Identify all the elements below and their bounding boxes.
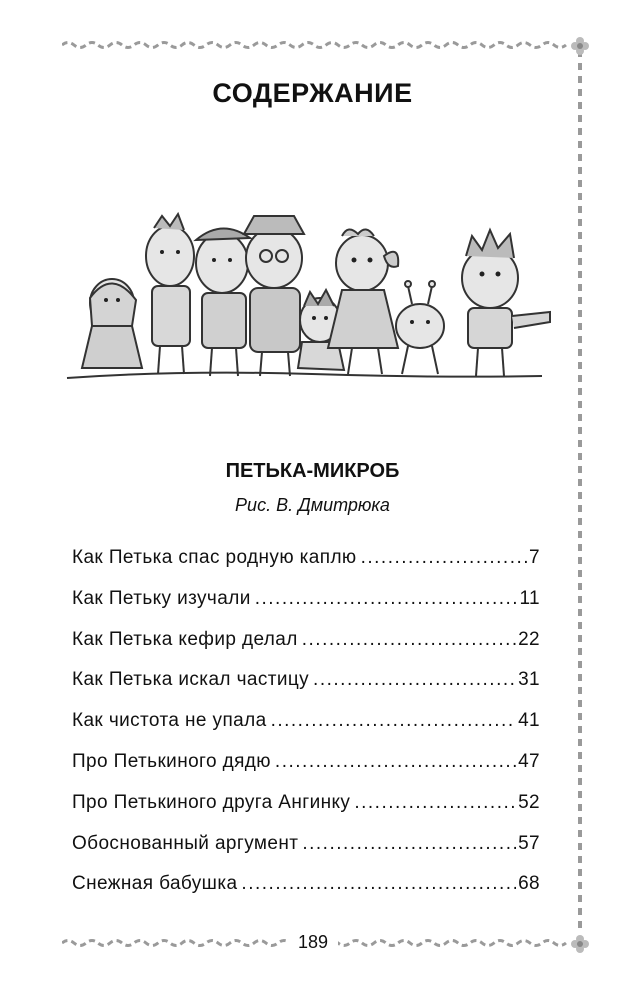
toc-entry[interactable] <box>72 579 540 620</box>
section-title: ПЕТЬКА-МИКРОБ <box>225 460 400 482</box>
illustrator-credit: Рис. В. Дмитрюка <box>235 495 390 515</box>
toc-entry-page: 47 <box>518 750 540 772</box>
toc-leader-dots <box>302 620 516 661</box>
toc-entry-title: Как чистота не упала <box>72 710 267 732</box>
toc-entry-page: 68 <box>518 873 540 895</box>
toc-entry[interactable] <box>72 742 540 783</box>
toc-leader-dots <box>361 538 527 579</box>
toc-entry-page: 52 <box>518 791 540 813</box>
toc-leader-dots <box>255 579 518 620</box>
toc-entry-title: Снежная бабушка <box>72 873 238 895</box>
toc-entry-title: Как Петька искал частицу <box>72 669 310 691</box>
toc-leader-dots <box>275 742 516 783</box>
toc-entry[interactable] <box>72 864 540 905</box>
toc-leader-dots <box>313 660 516 701</box>
table-of-contents <box>72 538 540 905</box>
toc-entry-title: Как Петька спас родную каплю <box>72 547 357 568</box>
toc-entry-page: 31 <box>518 669 540 691</box>
toc-leader-dots <box>302 824 516 865</box>
toc-entry-page: 57 <box>518 832 540 854</box>
toc-entry-title: Про Петькиного дядю <box>72 750 271 772</box>
toc-entry[interactable] <box>72 660 540 701</box>
page-title: СОДЕРЖАНИЕ <box>212 78 413 108</box>
flower-ornament-icon <box>570 36 590 56</box>
ornament-border-top <box>62 40 572 50</box>
toc-entry-page: 11 <box>519 587 540 609</box>
toc-entry[interactable] <box>72 620 540 661</box>
toc-entry-title: Про Петькиного друга Ангинку <box>72 791 351 813</box>
toc-leader-dots <box>271 701 517 742</box>
toc-entry-title: Обоснованный аргумент <box>72 832 299 854</box>
toc-entry[interactable] <box>72 824 540 865</box>
page-number: 189 <box>288 928 338 956</box>
toc-entry-title: Как Петька кефир делал <box>72 628 298 650</box>
toc-entry-page: 41 <box>518 710 540 732</box>
toc-entry-page: 7 <box>529 547 540 568</box>
toc-entry[interactable] <box>72 783 540 824</box>
ornament-border-right <box>575 50 585 930</box>
flower-ornament-icon <box>570 934 590 954</box>
toc-leader-dots <box>241 864 516 905</box>
toc-leader-dots <box>354 783 516 824</box>
toc-entry[interactable] <box>72 701 540 742</box>
toc-entry-title: Как Петьку изучали <box>72 587 251 609</box>
characters-illustration <box>62 208 552 398</box>
toc-entry[interactable] <box>72 538 540 579</box>
toc-entry-page: 22 <box>518 628 540 650</box>
